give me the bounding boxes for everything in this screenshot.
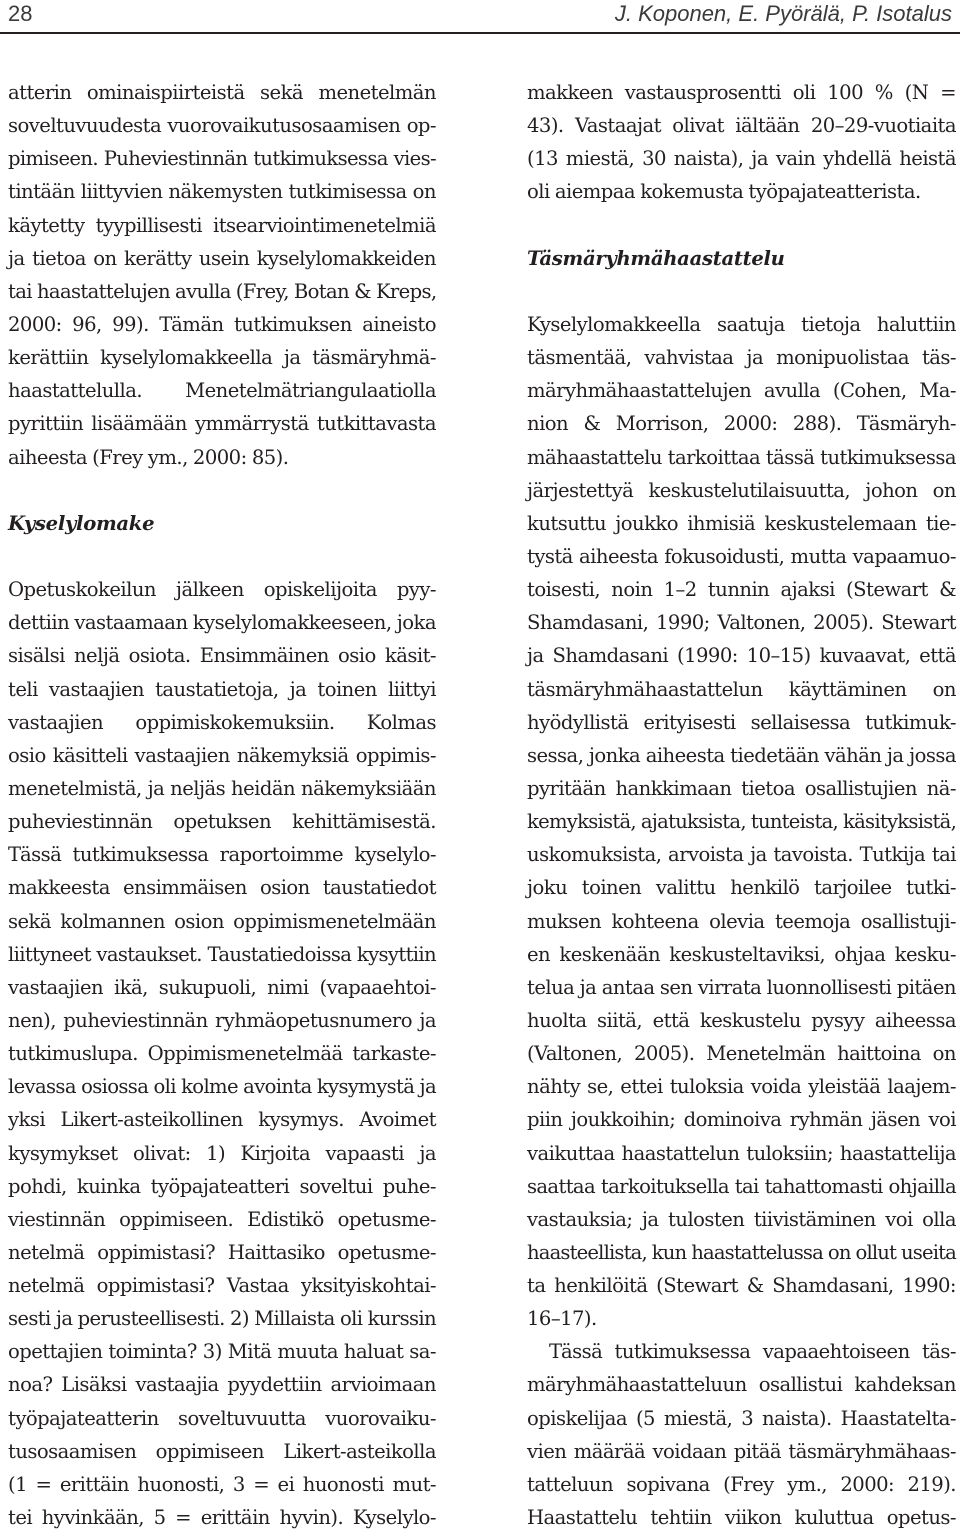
text-line: Tässä tutkimuksessa raportoimme kyselylo- xyxy=(8,843,436,867)
text-line: telua ja antaa sen virrata luonnollisesti pitäen xyxy=(527,975,956,999)
text-line: liittyneet vastaukset. Taustatiedoissa kysyttiin xyxy=(8,942,436,966)
running-head: J. Koponen, E. Pyörälä, P. Isotalus xyxy=(614,1,952,26)
text-line: vien määrää voidaan pitää täsmäryhmähaas- xyxy=(527,1439,956,1463)
text-line: täsmentää, vahvistaa ja monipuolistaa täs- xyxy=(527,346,956,370)
text-line: ja tietoa on kerätty usein kyselylomakkeiden xyxy=(8,246,436,270)
text-line: aiheesta (Frey ym., 2000: 85). xyxy=(8,445,289,469)
page-header xyxy=(0,0,960,34)
text-line: muksen kohteena olevia teemoja osallistuji- xyxy=(527,909,956,933)
text-line: Haastattelu tehtiin viikon kuluttua opetus- xyxy=(527,1506,956,1530)
text-line: (1 = erittäin huonosti, 3 = ei huonosti mut- xyxy=(8,1472,436,1496)
spacer xyxy=(527,209,956,242)
text-line: 16–17). xyxy=(527,1307,597,1331)
text-line: Tässä tutkimuksessa vapaaehtoiseen täs- xyxy=(549,1340,956,1364)
text-line: soveltuvuudesta vuorovaikutusosaamisen op- xyxy=(8,114,436,138)
text-line: kemyksistä, ajatuksista, tunteista, käsityksistä, xyxy=(527,810,957,834)
text-line: Kyselylomakkeella saatuja tietoja haluttiin xyxy=(527,312,956,336)
text-line: sesti ja perusteellisesti. 2) Millaista oli kurssin xyxy=(8,1307,436,1331)
text-line: dettiin vastaamaan kyselylomakkeeseen, joka xyxy=(8,611,436,635)
text-line: huolta siitä, että keskustelu pysyy aiheessa xyxy=(527,1008,956,1032)
text-line: haastattelulla. Menetelmätriangulaatiolla xyxy=(8,379,436,403)
spacer xyxy=(527,275,956,308)
spacer xyxy=(8,540,436,573)
text-line: kerättiin kyselylomakkeella ja täsmäryhmä- xyxy=(8,346,436,370)
text-line: nen), puheviestinnän ryhmäopetusnumero ja xyxy=(8,1008,436,1032)
text-line: vaikuttaa haastattelun tuloksiin; haastattelija xyxy=(527,1141,956,1165)
spacer xyxy=(8,474,436,507)
tasmaryhma-paragraph xyxy=(527,308,956,1335)
right-column xyxy=(527,76,956,1534)
text-line: pimiseen. Puheviestinnän tutkimuksessa vies- xyxy=(8,147,436,171)
text-line: osio käsitteli vastaajien näkemyksiä oppimis- xyxy=(8,743,436,767)
text-line: 43). Vastaajat olivat iältään 20–29-vuotiaita xyxy=(527,114,956,138)
text-line: atterin ominaispiirteistä sekä menetelmän xyxy=(8,81,436,104)
text-line: makkeesta ensimmäisen osion taustatiedot xyxy=(8,876,436,900)
text-line: opiskelijaa (5 miestä, 3 naista). Haastatelta- xyxy=(527,1406,956,1430)
text-line: vastaajien oppimiskokemuksiin. Kolmas xyxy=(8,710,436,734)
text-line: Opetuskokeilun jälkeen opiskelijoita pyy- xyxy=(8,578,436,602)
intro-paragraph xyxy=(8,76,436,474)
text-line: pohdi, kuinka työpajateatteri soveltui puhe- xyxy=(8,1174,436,1198)
text-line: opettajien toiminta? 3) Mitä muuta haluat sa- xyxy=(8,1340,436,1364)
text-line: 2000: 96, 99). Tämän tutkimuksen aineisto xyxy=(8,312,436,336)
text-line: tei hyvinkään, 5 = erittäin hyvin). Kyselylo- xyxy=(8,1506,436,1530)
text-line: oli aiempaa kokemusta työpajateatterista. xyxy=(527,180,921,204)
text-line: ta henkilöitä (Stewart & Shamdasani, 1990: xyxy=(527,1274,956,1298)
text-line: toisesti, noin 1–2 tunnin ajaksi (Stewart & xyxy=(527,578,956,602)
text-line: mähaastattelu tarkoittaa tässä tutkimuksessa xyxy=(527,445,956,469)
text-line: puheviestinnän opetuksen kehittämisestä. xyxy=(8,810,436,834)
text-line: netelmä oppimistasi? Vastaa yksityiskohtai- xyxy=(8,1274,436,1298)
text-line: viestinnän oppimiseen. Edistikö opetusme- xyxy=(8,1207,436,1231)
text-line: vastaajien ikä, sukupuoli, nimi (vapaaehtoi- xyxy=(8,975,436,999)
text-line: käytetty tyypillisesti itsearviointimenetelmiä xyxy=(8,213,436,237)
text-line: ja Shamdasani (1990: 10–15) kuvaavat, että xyxy=(527,644,956,668)
text-line: haasteellista, kun haastattelussa on ollut useita xyxy=(527,1240,956,1264)
text-line: joku toinen valittu henkilö tarjoilee tutki- xyxy=(527,876,956,900)
text-line: Shamdasani, 1990; Valtonen, 2005). Stewart xyxy=(527,611,956,635)
text-line: saattaa tarkoituksella tai tahattomasti ohjailla xyxy=(527,1174,956,1198)
text-line: teli vastaajien taustatietoja, ja toinen liittyi xyxy=(8,677,436,701)
section-heading-tasmaryhmahaastattelu: Täsmäryhmähaastattelu xyxy=(527,246,785,270)
text-line: sekä kolmannen osion oppimismenetelmään xyxy=(8,909,436,933)
text-line: työpajateatterin soveltuvuutta vuorovaiku- xyxy=(8,1406,436,1430)
text-line: makkeen vastausprosentti oli 100 % (N = xyxy=(527,81,956,104)
header-rule xyxy=(0,32,960,34)
text-line: tusosaamisen oppimiseen Likert-asteikolla xyxy=(8,1439,436,1463)
text-line: (Valtonen, 2005). Menetelmän haittoina on xyxy=(527,1042,956,1066)
text-line: pyrittiin lisäämään ymmärrystä tutkittavasta xyxy=(8,412,436,436)
text-line: tystä aiheesta fokusoidusti, mutta vapaamuo- xyxy=(527,544,956,568)
text-line: netelmä oppimistasi? Haittasiko opetusme- xyxy=(8,1240,436,1264)
text-line: järjestettyä keskustelutilaisuutta, johon on xyxy=(527,478,956,502)
text-line: sisälsi neljä osiota. Ensimmäinen osio käsit- xyxy=(8,644,436,668)
text-line: nähty se, ettei tuloksia voida yleistää laajem- xyxy=(527,1075,956,1099)
text-line: yksi Likert-asteikollinen kysymys. Avoimet xyxy=(8,1108,436,1132)
text-line: märyhmähaastattelujen avulla (Cohen, Ma- xyxy=(527,379,956,403)
text-line: hyödyllistä erityisesti sellaisessa tutkimuk- xyxy=(527,710,956,734)
text-line: tatteluun sopivana (Frey ym., 2000: 219). xyxy=(527,1472,956,1496)
text-line: menetelmistä, ja neljäs heidän näkemyksiään xyxy=(8,776,436,800)
participants-paragraph xyxy=(527,1335,956,1534)
text-line: kutsuttu joukko ihmisiä keskustelemaan tie- xyxy=(527,511,956,535)
text-line: tintään liittyvien näkemysten tutkimisessa on xyxy=(8,180,436,204)
text-line: piin joukkoihin; dominoiva ryhmän jäsen voi xyxy=(527,1108,956,1132)
text-line: levassa osiossa oli kolme avointa kysymystä ja xyxy=(8,1075,436,1099)
section-heading-kyselylomake: Kyselylomake xyxy=(8,511,155,535)
text-line: tai haastattelujen avulla (Frey, Botan & Kreps, xyxy=(8,279,437,303)
text-line: kysymykset olivat: 1) Kirjoita vapaasti ja xyxy=(8,1141,436,1165)
text-line: noa? Lisäksi vastaajia pyydettiin arvioimaan xyxy=(8,1373,436,1397)
text-line: uskomuksista, arvoista ja tavoista. Tutkija tai xyxy=(527,843,956,867)
text-line: vastauksia; ja tulosten tiivistäminen voi olla xyxy=(527,1207,956,1231)
text-line: (13 miestä, 30 naista), ja vain yhdellä heistä xyxy=(527,147,956,171)
text-line: nion & Morrison, 2000: 288). Täsmäryh- xyxy=(527,412,956,436)
text-line: en keskenään keskusteltaviksi, ohjaa kesku- xyxy=(527,942,956,966)
text-line: sessa, jonka aiheesta tiedetään vähän ja jossa xyxy=(527,743,956,767)
text-line: tutkimuslupa. Oppimismenetelmää tarkaste- xyxy=(8,1042,436,1066)
left-column xyxy=(8,76,436,1534)
text-line: pyritään hankkimaan tietoa osallistujien nä- xyxy=(527,776,956,800)
intro-paragraph xyxy=(527,76,956,209)
text-line: täsmäryhmähaastattelun käyttäminen on xyxy=(527,677,956,701)
page-number: 28 xyxy=(8,1,33,26)
text-line: märyhmähaastatteluun osallistui kahdeksan xyxy=(527,1373,956,1397)
kyselylomake-paragraph xyxy=(8,573,436,1534)
